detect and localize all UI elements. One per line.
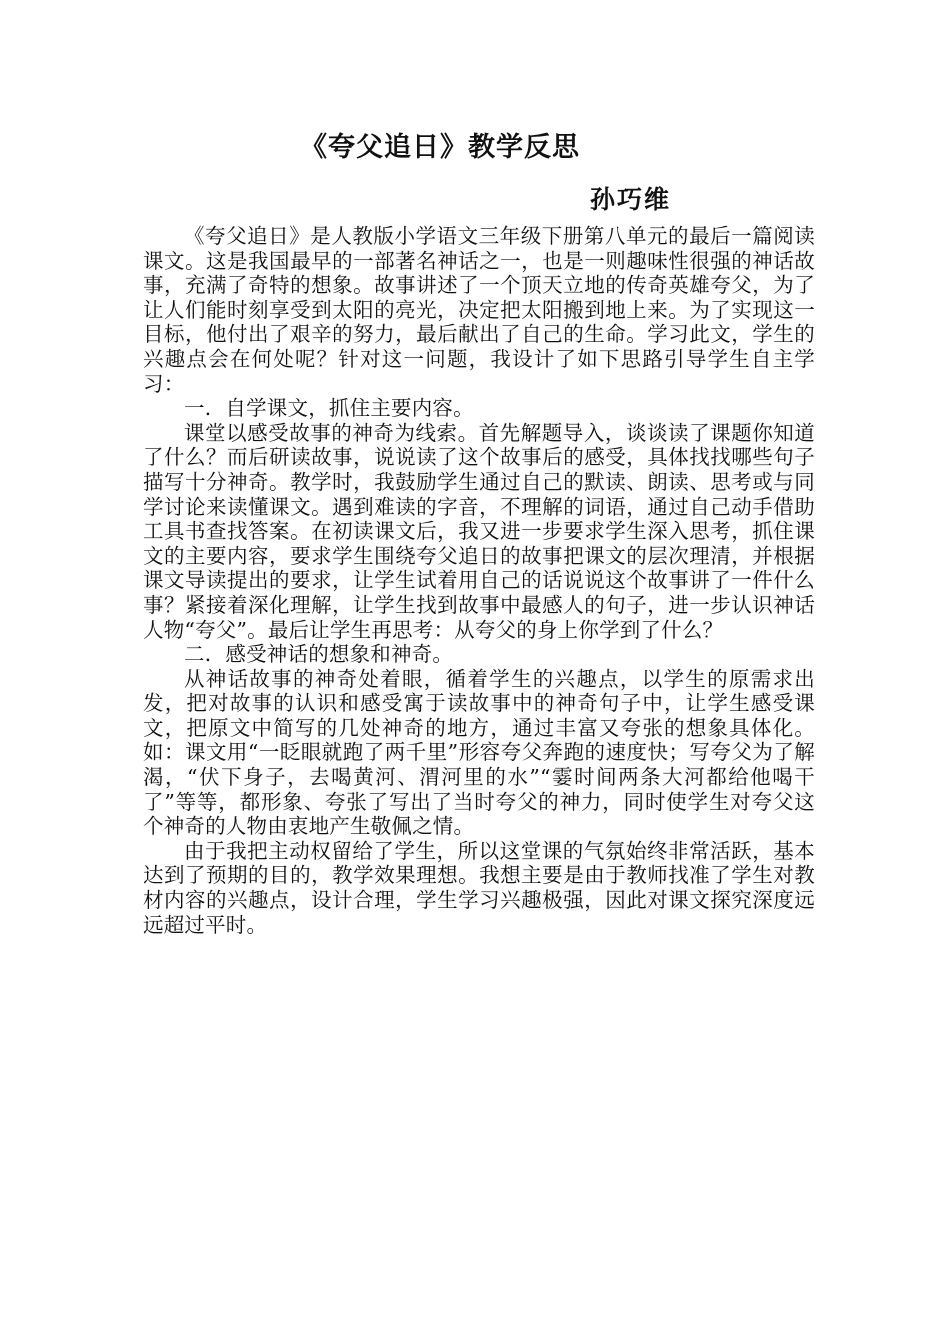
document-author: 孙巧维: [590, 185, 672, 214]
section-heading-2: 二．感受神话的想象和神奇。: [184, 642, 454, 667]
section-heading-1: 一．自学课文，抓住主要内容。: [184, 396, 474, 421]
document-title: 《夸父追日》教学反思: [300, 132, 580, 163]
paragraph-intro: 《夸父追日》是人教版小学语文三年级下册第八单元的最后一篇阅读课文。这是我国最早的一部著名神话之一，也是一则趣味性很强的神话故事，充满了奇特的想象。故事讲述了一个顶天立地的传奇英雄夸父，为了让人们能时刻享受到太阳的亮光，决定把太阳搬到地上来。为了实现这一目标，他付出了艰辛的努力，最后献出了自己的生命。学习此文，学生的兴趣点会在何处呢？针对这一问题，我设计了如下思路引导学生自主学习：: [143, 224, 815, 396]
document-body: [143, 224, 815, 937]
paragraph-section-1: 课堂以感受故事的神奇为线索。首先解题导入，谈谈读了课题你知道了什么？而后研读故事，说说读了这个故事后的感受，具体找找哪些句子描写十分神奇。教学时，我鼓励学生通过自己的默读、朗读、思考或与同学讨论来读懂课文。遇到难读的字音，不理解的词语，通过自己动手借助工具书查找答案。在初读课文后，我又进一步要求学生深入思考，抓住课文的主要内容，要求学生围绕夸父追日的故事把课文的层次理清，并根据课文导读提出的要求，让学生试着用自己的话说说这个故事讲了一件什么事？紧接着深化理解，让学生找到故事中最感人的句子，进一步认识神话人物“夸父”。最后让学生再思考：从夸父的身上你学到了什么？: [143, 420, 815, 642]
paragraph-section-2: 从神话故事的神奇处着眼，循着学生的兴趣点，以学生的原需求出发，把对故事的认识和感受寓于读故事中的神奇句子中，让学生感受课文，把原文中简写的几处神奇的地方，通过丰富又夸张的想象具体化。如：课文用“一眨眼就跑了两千里”形容夸父奔跑的速度快；写夸父为了解渴，“伏下身子，去喝黄河、渭河里的水”“霎时间两条大河都给他喝干了”等等，都形象、夸张了写出了当时夸父的神力，同时使学生对夸父这个神奇的人物由衷地产生敬佩之情。: [143, 666, 815, 839]
paragraph-conclusion: 由于我把主动权留给了学生，所以这堂课的气氛始终非常活跃，基本达到了预期的目的，教学效果理想。我想主要是由于教师找准了学生对教材内容的兴趣点，设计合理，学生学习兴趣极强，因此对课文探究深度远远超过平时。: [143, 838, 815, 937]
